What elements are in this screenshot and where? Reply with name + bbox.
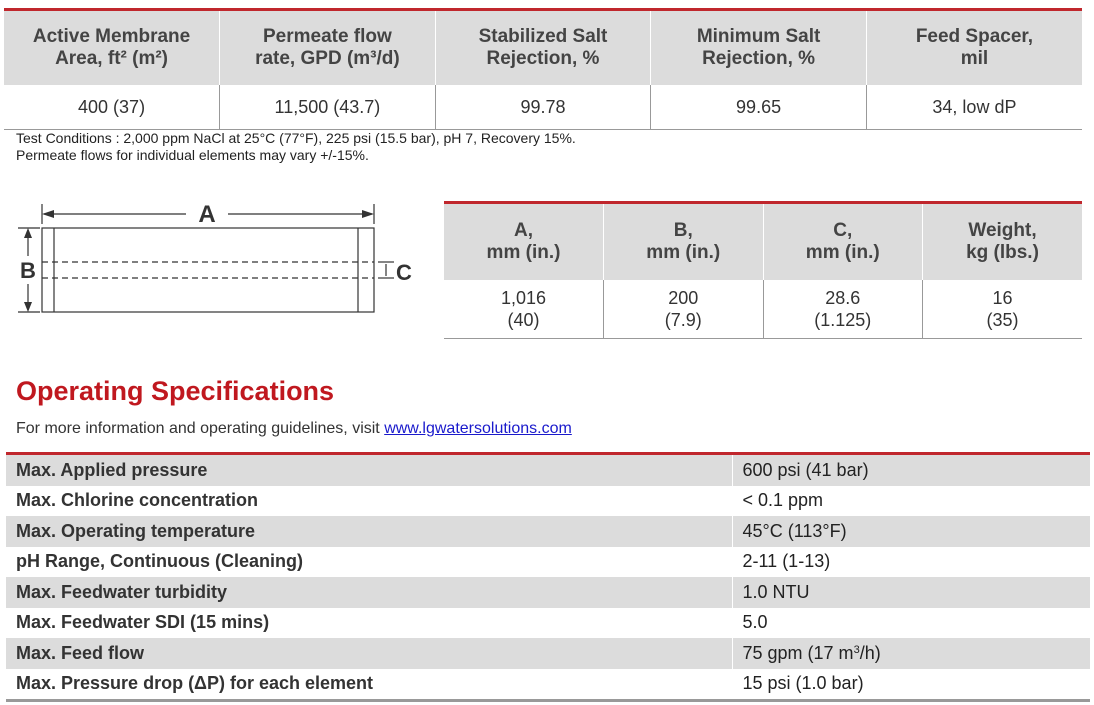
cell-weight: 16 (35)	[923, 280, 1083, 339]
spec-row-temperature	[6, 516, 1090, 547]
section-title: Operating Specifications	[16, 376, 335, 406]
more-info-label: For more information and operating guidelines, visit	[16, 420, 385, 437]
test-conditions-line: Test Conditions : 2,000 ppm NaCl at 25°C (77°F), 225 psi (15.5 bar), pH 7, Recovery 15%.	[16, 130, 576, 146]
element-dimension-diagram	[14, 198, 426, 323]
label-c: C	[396, 260, 412, 285]
spec-value: 1.0 NTU	[732, 577, 1090, 608]
spec-param: Max. Applied pressure	[6, 454, 732, 486]
more-info-text	[16, 420, 572, 438]
cell-dimension-a: 1,016 (40)	[444, 280, 604, 339]
performance-table	[4, 8, 1082, 130]
operating-specs-table	[6, 452, 1090, 702]
spec-row-feed-flow	[6, 638, 1090, 669]
dimensions-table	[444, 201, 1082, 339]
spec-value: 600 psi (41 bar)	[732, 454, 1090, 486]
spec-param: Max. Pressure drop (ΔP) for each element	[16, 673, 374, 694]
test-conditions-note	[16, 130, 576, 164]
header-dimension-a: A, mm (in.)	[444, 203, 604, 281]
header-weight: Weight, kg (lbs.)	[923, 203, 1083, 281]
spec-value: 2-11 (1-13)	[732, 547, 1090, 578]
label-a: A	[198, 201, 216, 228]
permeate-variance-line: Permeate flows for individual elements may vary +/-15%.	[16, 147, 369, 163]
header-membrane-area: Active Membrane Area, ft² (m²)	[4, 10, 220, 86]
a-arrow-left	[42, 210, 54, 218]
table-row	[444, 280, 1082, 339]
spec-value: < 0.1 ppm	[732, 486, 1090, 517]
spec-value: 45°C (113°F)	[732, 516, 1090, 547]
spec-row-chlorine	[6, 486, 1090, 517]
spec-row-applied-pressure	[6, 454, 1090, 486]
cell-feed-spacer: 34, low dP	[866, 85, 1082, 130]
spec-param: Max. Feedwater SDI (15 mins)	[16, 612, 270, 633]
spec-value: 75 gpm (17 $m^3/h$)	[732, 638, 1090, 669]
cell-minimum-rejection: 99.65	[651, 85, 867, 130]
element-body-outline	[42, 228, 374, 312]
header-dimension-b: B, mm (in.)	[604, 203, 764, 281]
spec-row-turbidity	[6, 577, 1090, 608]
lg-water-solutions-link[interactable]: www.lgwatersolutions.com	[384, 420, 572, 437]
spec-param: Max. Feed flow	[6, 638, 732, 669]
cell-membrane-area: 400 (37)	[4, 85, 220, 130]
cell-dimension-c: 28.6 (1.125)	[763, 280, 923, 339]
spec-value: 15 psi (1.0 bar)	[732, 669, 1090, 701]
spec-value: 5.0	[732, 608, 1090, 639]
spec-param: Max. Feedwater turbidity	[6, 577, 732, 608]
b-arrow-bottom	[24, 302, 32, 312]
performance-header-row	[4, 10, 1082, 86]
spec-param: pH Range, Continuous (Cleaning)	[16, 551, 303, 572]
header-minimum-rejection: Minimum Salt Rejection, %	[651, 10, 867, 86]
spec-row-sdi	[6, 608, 1090, 639]
a-arrow-right	[362, 210, 374, 218]
cell-dimension-b: 200 (7.9)	[604, 280, 764, 339]
dimensions-header-row	[444, 203, 1082, 281]
cell-permeate-flow: 11,500 (43.7)	[220, 85, 436, 130]
spec-param: Max. Operating temperature	[6, 516, 732, 547]
b-arrow-top	[24, 228, 32, 238]
spec-param: Max. Chlorine concentration	[16, 490, 259, 511]
header-feed-spacer: Feed Spacer, mil	[866, 10, 1082, 86]
cell-stabilized-rejection: 99.78	[435, 85, 651, 130]
label-b: B	[20, 258, 36, 283]
header-dimension-c: C, mm (in.)	[763, 203, 923, 281]
header-permeate-flow: Permeate flow rate, GPD (m³/d)	[220, 10, 436, 86]
table-row	[4, 85, 1082, 130]
spec-row-pressure-drop	[6, 669, 1090, 701]
spec-row-ph-range	[6, 547, 1090, 578]
header-stabilized-rejection: Stabilized Salt Rejection, %	[435, 10, 651, 86]
